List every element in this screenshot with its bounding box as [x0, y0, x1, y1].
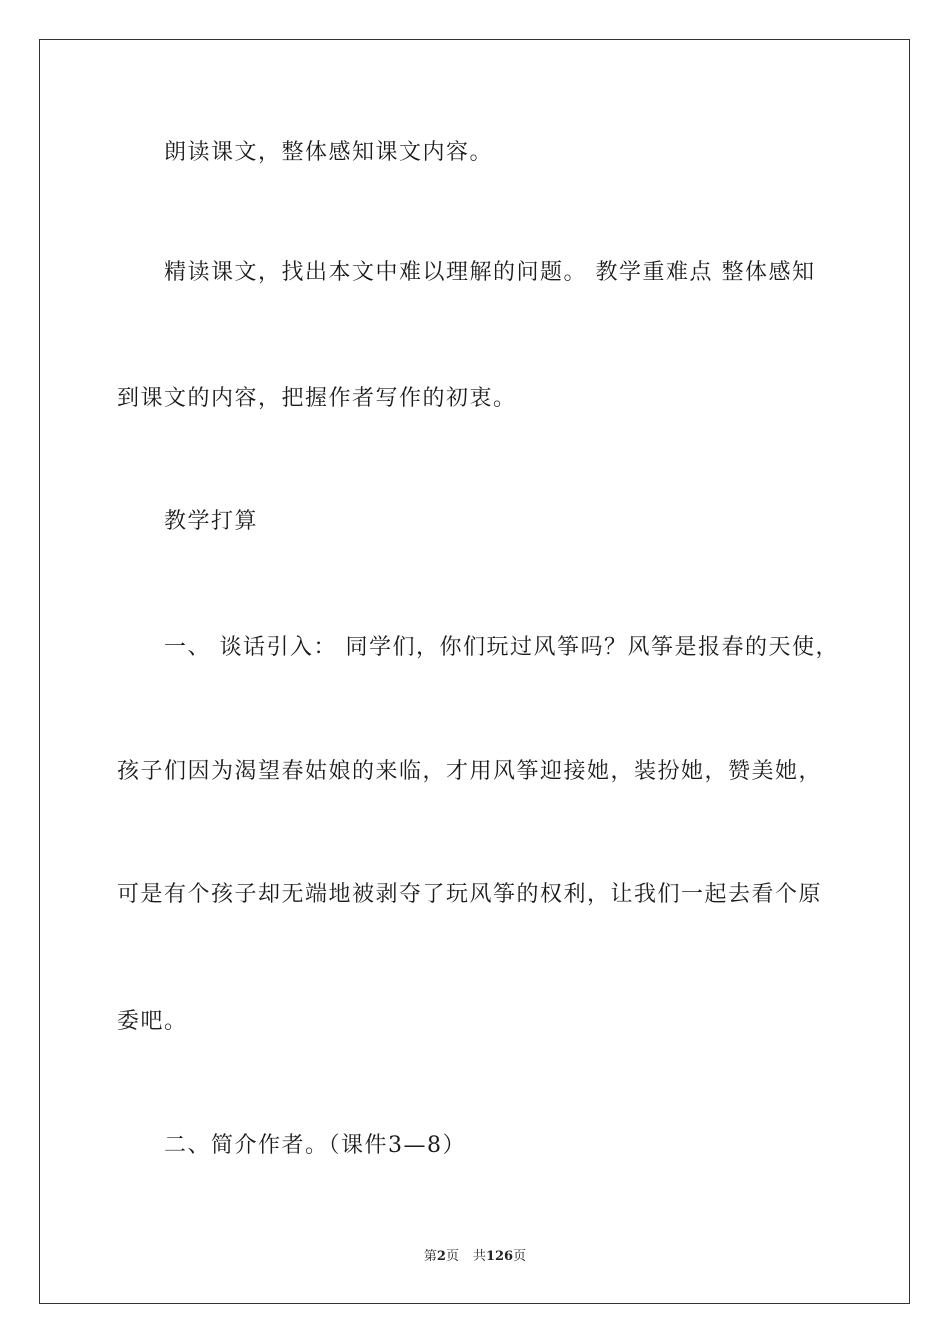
footer-total-suffix: 页	[513, 1249, 527, 1264]
footer-page-number: 2	[436, 1249, 446, 1264]
footer-total-number: 126	[485, 1249, 514, 1264]
footer-page-prefix: 第	[423, 1249, 437, 1264]
footer-page-suffix: 页	[445, 1249, 459, 1264]
paragraph-line: 孩子们因为渴望春姑娘的来临，才用风筝迎接她，装扮她，赞美她，	[117, 759, 823, 784]
page-footer	[0, 1248, 950, 1266]
footer-total-prefix: 共	[472, 1249, 486, 1264]
paragraph-line: 一、 谈话引入： 同学们，你们玩过风筝吗？风筝是报春的天使，	[164, 635, 839, 660]
paragraph-line: 精读课文，找出本文中难以理解的问题。 教学重难点 整体感知	[164, 260, 816, 285]
paragraph-line: 到课文的内容，把握作者写作的初衷。	[117, 386, 517, 411]
section-heading: 二、简介作者。（课件3—8）	[164, 1133, 466, 1158]
paragraph-line: 朗读课文，整体感知课文内容。	[164, 140, 494, 165]
page-border	[39, 39, 910, 1304]
paragraph-line: 可是有个孩子却无端地被剥夺了玩风筝的权利，让我们一起去看个原	[117, 882, 823, 907]
section-heading: 教学打算	[164, 509, 259, 534]
paragraph-line: 委吧。	[117, 1009, 188, 1034]
